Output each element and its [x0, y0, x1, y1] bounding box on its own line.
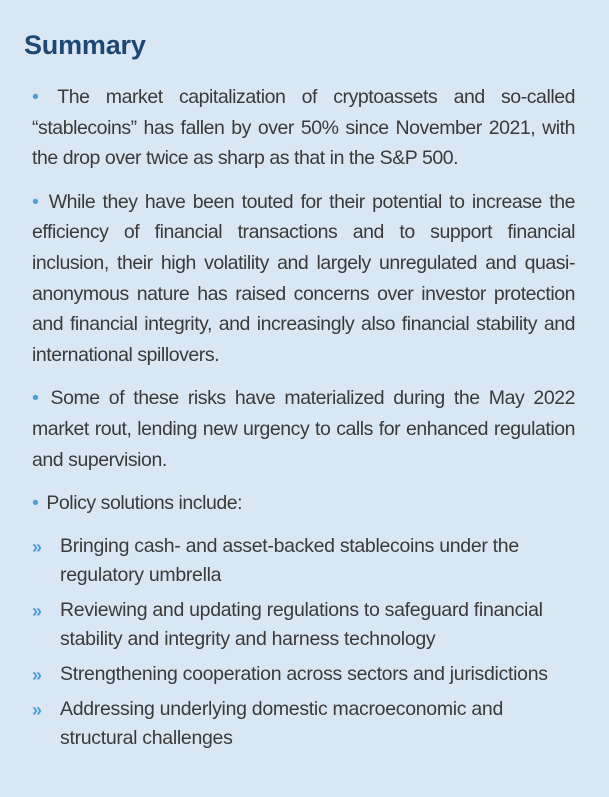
policy-item	[32, 695, 575, 753]
bullet-icon: •	[32, 492, 39, 515]
bullet-icon: •	[32, 190, 39, 213]
summary-paragraphs	[32, 82, 575, 519]
paragraph-text: While they have been touted for their potential to increase the efficiency of financial transactions and to support financial inclusion, their high volatility and largely unregulated and quasi-anonymous nature has raised concerns over investor protection and financial integrity, and increasingly also financial stability and international spillovers.	[32, 190, 576, 366]
double-chevron-icon: »	[32, 699, 42, 720]
policy-item-text: Strengthening cooperation across sectors and jurisdictions	[60, 662, 548, 685]
policy-item-text: Bringing cash- and asset-backed stablecoins under the regulatory umbrella	[60, 534, 519, 586]
bullet-icon: •	[32, 387, 39, 410]
double-chevron-icon: »	[32, 664, 42, 685]
bullet-icon: •	[32, 86, 39, 108]
policy-item-text: Addressing underlying domestic macroeconomic and structural challenges	[60, 697, 504, 749]
paragraph-text: Some of these risks have materialized during the May 2022 market rout, lending new urgency to calls for enhanced regulation and supervision.	[32, 387, 576, 471]
summary-paragraph	[32, 488, 575, 519]
paragraph-text: The market capitalization of cryptoassets and so-called “stablecoins” has fallen by over 50% since November 2021, with the drop over twice as sharp as that in the S&P 500.	[32, 86, 575, 170]
double-chevron-icon: »	[32, 600, 42, 621]
double-chevron-icon: »	[32, 536, 42, 557]
paragraph-text: Policy solutions include:	[46, 492, 243, 515]
summary-paragraph	[32, 383, 575, 475]
policy-item	[32, 660, 575, 689]
summary-paragraph	[32, 82, 575, 174]
policy-item-text: Reviewing and updating regulations to safeguard financial stability and integrity and harness technology	[60, 598, 543, 650]
policy-item	[32, 596, 575, 654]
policy-list	[32, 532, 575, 753]
summary-title: Summary	[24, 30, 146, 60]
policy-item	[32, 532, 575, 590]
summary-paragraph	[32, 187, 575, 371]
